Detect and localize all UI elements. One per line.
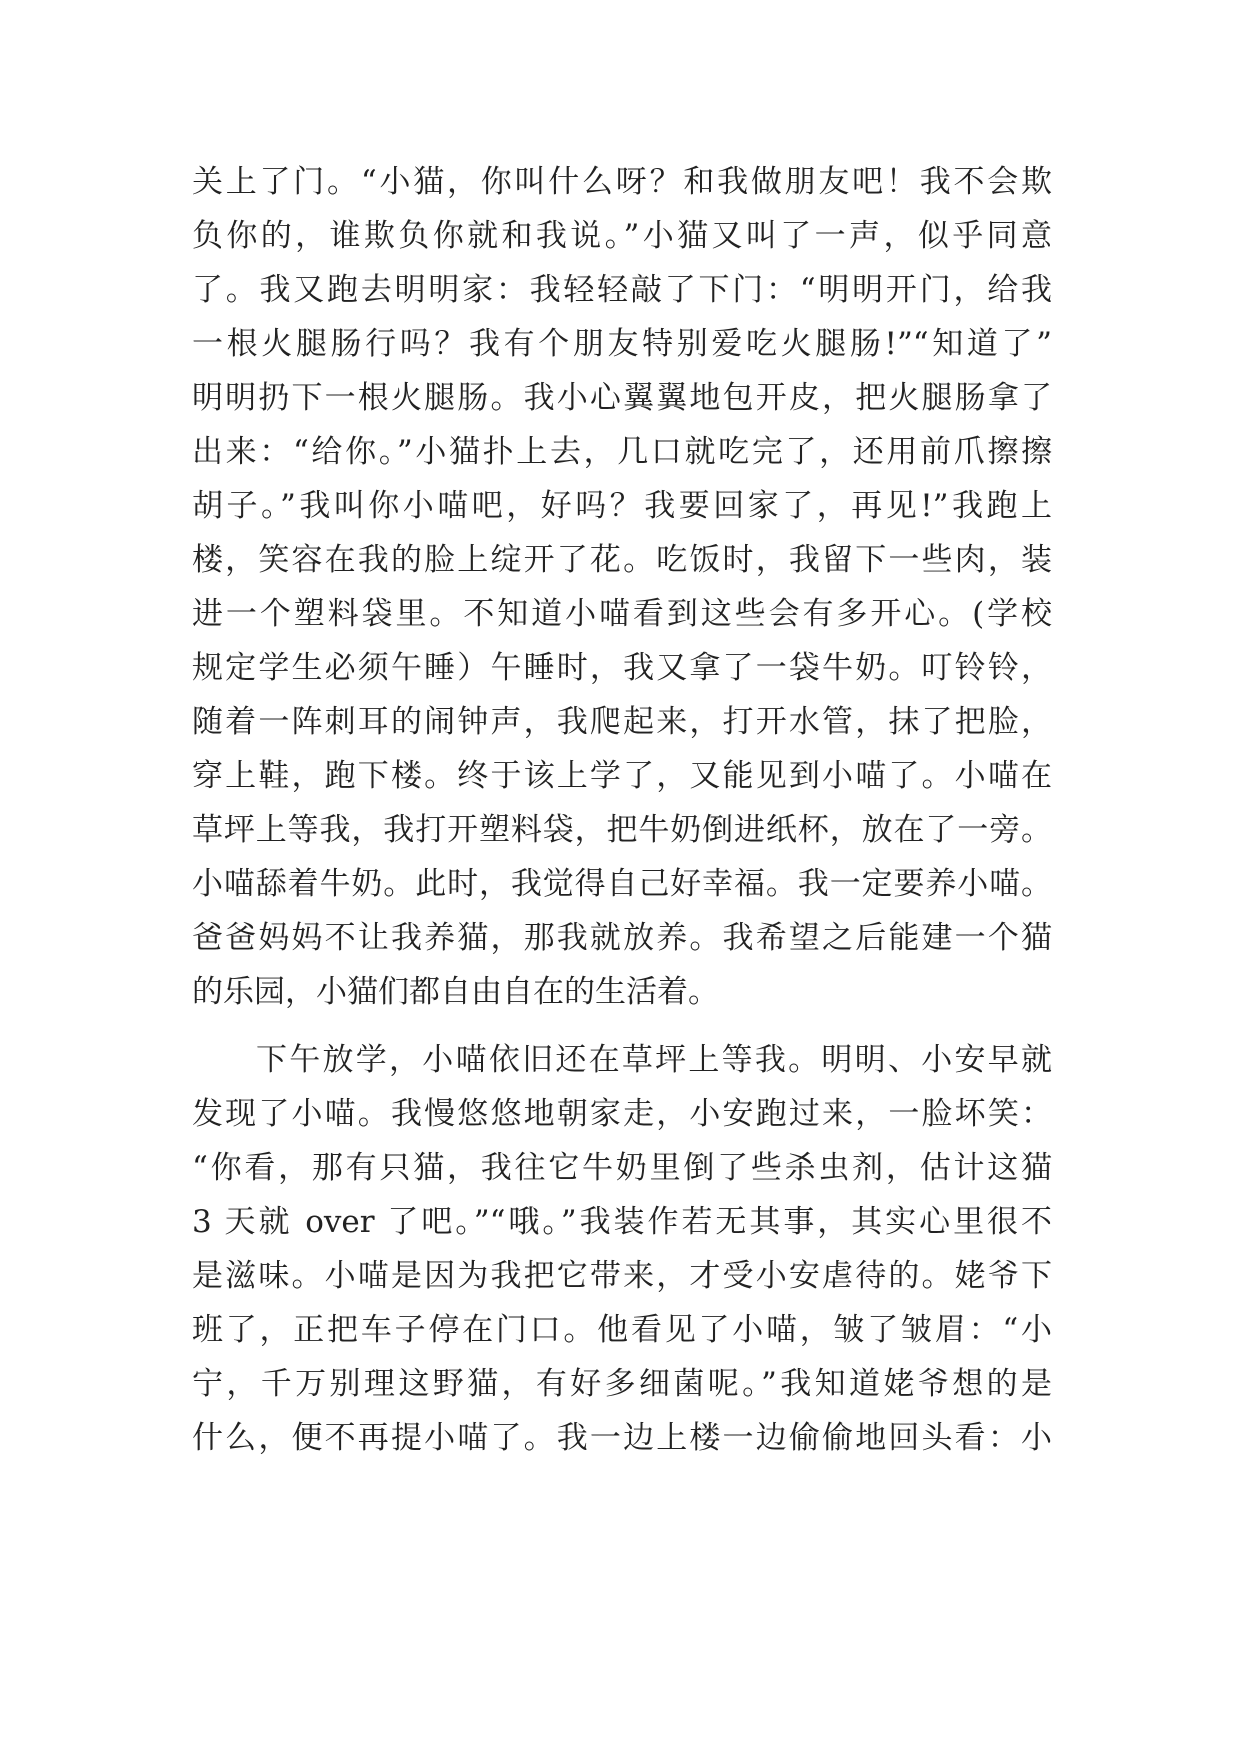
text-line: 进一个塑料袋里。不知道小喵看到这些会有多开心。(学校 [192, 596, 1052, 632]
text-line: 发现了小喵。我慢悠悠地朝家走，小安跑过来，一脸坏笑： [192, 1096, 1052, 1132]
text-line: 了。我又跑去明明家：我轻轻敲了下门：“明明开门，给我 [192, 272, 1052, 308]
text-line: 是滋味。小喵是因为我把它带来，才受小安虐待的。姥爷下 [192, 1258, 1052, 1294]
text-line: 明明扔下一根火腿肠。我小心翼翼地包开皮，把火腿肠拿了 [192, 380, 1052, 416]
text-line: “你看，那有只猫，我往它牛奶里倒了些杀虫剂，估计这猫 [192, 1150, 1052, 1186]
text-line: 的乐园，小猫们都自由自在的生活着。 [192, 974, 719, 1010]
text-line: 穿上鞋，跑下楼。终于该上学了，又能见到小喵了。小喵在 [192, 758, 1052, 794]
text-line: 规定学生必须午睡）午睡时，我又拿了一袋牛奶。叮铃铃， [192, 650, 1052, 686]
text-line: 关上了门。“小猫，你叫什么呀？和我做朋友吧！我不会欺 [192, 164, 1052, 200]
text-line: 一根火腿肠行吗？我有个朋友特别爱吃火腿肠!”“知道了” [192, 326, 1052, 362]
text-line: 胡子。”我叫你小喵吧，好吗？我要回家了，再见!”我跑上 [192, 488, 1052, 524]
text-line: 负你的，谁欺负你就和我说。”小猫又叫了一声，似乎同意 [192, 218, 1052, 254]
text-line: 小喵舔着牛奶。此时，我觉得自己好幸福。我一定要养小喵。 [192, 866, 1052, 902]
paragraph-1 [192, 155, 1052, 1019]
text-line: 班了，正把车子停在门口。他看见了小喵，皱了皱眉：“小 [192, 1312, 1052, 1348]
paragraph-2 [192, 1033, 1052, 1465]
text-line: 随着一阵刺耳的闹钟声，我爬起来，打开水管，抹了把脸， [192, 704, 1052, 740]
text-line: 草坪上等我，我打开塑料袋，把牛奶倒进纸杯，放在了一旁。 [192, 812, 1052, 848]
text-line: 爸爸妈妈不让我养猫，那我就放养。我希望之后能建一个猫 [192, 920, 1052, 956]
paragraph-gap [192, 1019, 1052, 1033]
text-line: 什么，便不再提小喵了。我一边上楼一边偷偷地回头看：小 [192, 1420, 1052, 1456]
text-line: 楼，笑容在我的脸上绽开了花。吃饭时，我留下一些肉，装 [192, 542, 1052, 578]
text-line: 出来：“给你。”小猫扑上去，几口就吃完了，还用前爪擦擦 [192, 434, 1052, 470]
body-text [192, 155, 1052, 1465]
text-line: 3 天就 over 了吧。”“哦。”我装作若无其事，其实心里很不 [192, 1204, 1052, 1240]
text-line: 下午放学，小喵依旧还在草坪上等我。明明、小安早就 [256, 1042, 1052, 1078]
text-line: 宁，千万别理这野猫，有好多细菌呢。”我知道姥爷想的是 [192, 1366, 1052, 1402]
